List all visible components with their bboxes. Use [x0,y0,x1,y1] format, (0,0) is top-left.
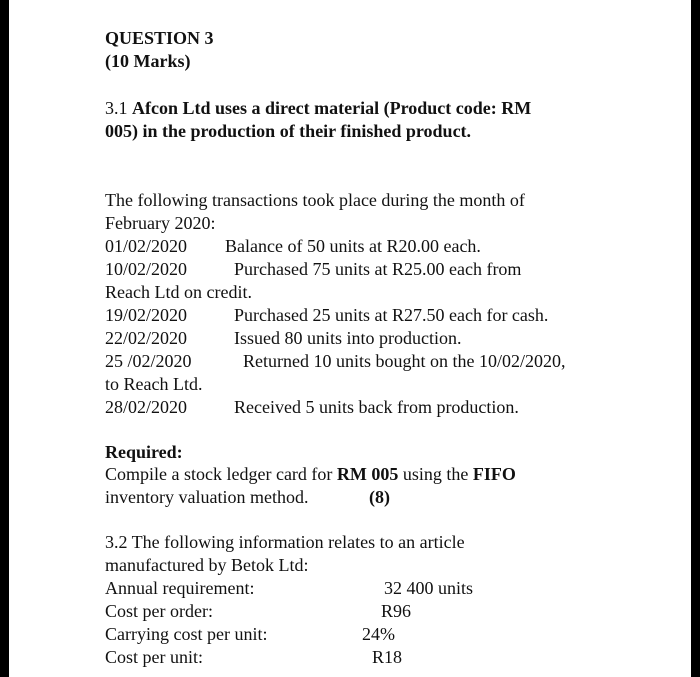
question-title: QUESTION 3 [105,28,214,48]
transaction-date: 19/02/2020 [105,305,188,325]
required-marks: (8) [369,487,390,507]
info-label: Annual requirement: [105,578,255,598]
required-line2: inventory valuation method. [105,487,309,507]
trans-intro-line1: The following transactions took place during the month of [105,190,525,210]
transaction-text: Balance of 50 units at R20.00 each. [225,236,481,256]
product-code: RM 005 [336,464,399,484]
q31-number: 3.1 [105,98,132,118]
document-page [9,0,691,677]
transaction-continuation: Reach Ltd on credit. [105,282,252,302]
info-label: Cost per order: [105,601,213,621]
transaction-date: 10/02/2020 [105,259,188,279]
info-value: R96 [381,601,412,621]
q31-intro-line1 [105,97,531,119]
info-value: 24% [362,624,395,644]
q31-intro-line2: 005) in the production of their finished product. [105,121,472,141]
q32-intro-line2: manufactured by Betok Ltd: [105,555,309,575]
info-value: 32 400 units [384,578,474,598]
transaction-continuation: to Reach Ltd. [105,374,203,394]
transaction-date: 25 /02/2020 [105,351,192,371]
fifo-label: FIFO [472,464,516,484]
question-marks: (10 Marks) [105,51,191,71]
transaction-date: 01/02/2020 [105,236,188,256]
transaction-date: 22/02/2020 [105,328,188,348]
required-line1 [105,463,516,485]
info-label: Cost per unit: [105,647,203,667]
trans-intro-line2: February 2020: [105,213,216,233]
info-label: Carrying cost per unit: [105,624,268,644]
transaction-text: Purchased 25 units at R27.50 each for cash. [234,305,549,325]
q31-intro-bold: Afcon Ltd uses a direct material (Product code: RM [132,98,532,118]
transaction-text: Returned 10 units bought on the 10/02/2020, [243,351,566,371]
transaction-text: Issued 80 units into production. [234,328,462,348]
transaction-text: Received 5 units back from production. [234,397,519,417]
required-label: Required: [105,442,183,462]
q32-intro-line1: 3.2 The following information relates to an article [105,532,465,552]
info-value: R18 [372,647,403,667]
required-text-pre: Compile a stock ledger card for [105,464,337,484]
required-text-mid: using the [398,464,473,484]
transaction-date: 28/02/2020 [105,397,188,417]
transaction-text: Purchased 75 units at R25.00 each from [234,259,522,279]
